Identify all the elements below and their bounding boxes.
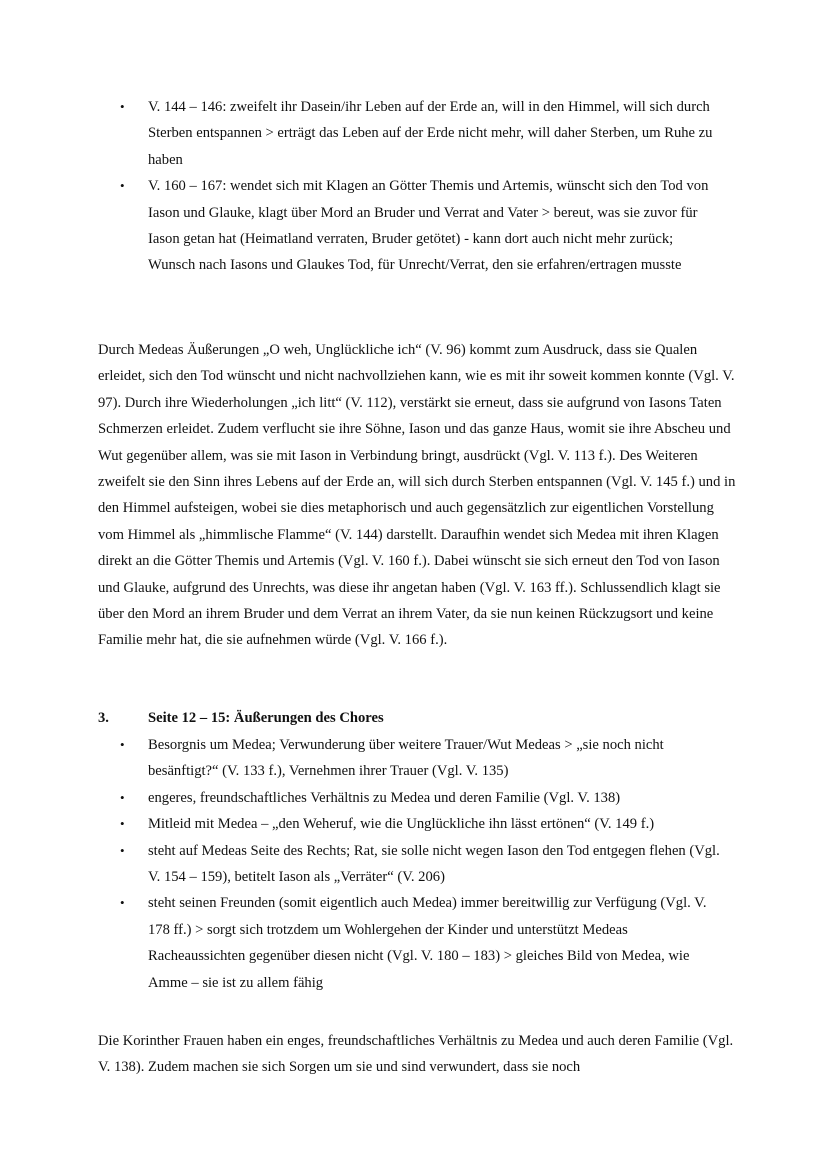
bullet-icon: • — [120, 789, 125, 805]
section-title: Seite 12 – 15: Äußerungen des Chores — [148, 710, 384, 726]
bullet-icon: • — [120, 895, 125, 911]
list-item-text: steht seinen Freunden (somit eigentlich auch Medea) immer bereitwillig zur Verfügung (Vgl. V. 178 ff.) > sorgt sich trotzdem um Wohlergehen der Kinder und unterstützt Medeas Racheaussichten gegenüber diesen nicht (Vgl. V. 180 – 183) > gleiches Bild von Medea, wie Amme – sie ist zu allem fähig — [148, 895, 707, 991]
list-item — [98, 785, 728, 811]
list-item-text: V. 144 – 146: zweifelt ihr Dasein/ihr Leben auf der Erde an, will in den Himmel, will sich durch Sterben entspannen > erträgt das Leben auf der Erde nicht mehr, will daher Sterben, um Ruhe zu haben — [148, 99, 713, 168]
list-item-text: Besorgnis um Medea; Verwunderung über weitere Trauer/Wut Medeas > „sie noch nicht besänftigt?“ (V. 133 f.), Vernehmen ihrer Trauer (Vgl. V. 135) — [148, 737, 664, 780]
list-item-text: Mitleid mit Medea – „den Weheruf, wie die Unglückliche ihn lässt ertönen“ (V. 149 f.) — [148, 816, 655, 833]
list-item-text: steht auf Medeas Seite des Rechts; Rat, sie solle nicht wegen Iason den Tod entgegen flehen (Vgl. V. 154 – 159), betitelt Iason als „Verräter“ (V. 206) — [148, 842, 720, 886]
list-item — [98, 732, 728, 785]
bullet-icon: • — [120, 99, 125, 114]
bullet-icon: • — [120, 816, 125, 832]
section-heading — [98, 705, 384, 731]
bullet-list-medea-verses — [98, 94, 720, 279]
analysis-paragraph-medea: Durch Medeas Äußerungen „O weh, Unglückliche ich“ (V. 96) kommt zum Ausdruck, dass sie Qualen erleidet, sich den Tod wünscht und nicht nachvollziehen kann, wie es mit ihr soweit kommen konnte (Vgl. V. 97). Durch ihre Wiederholungen „ich litt“ (V. 112), verstärkt sie erneut, dass sie aufgrund von Iasons Taten Schmerzen erleidet. Zudem verflucht sie ihre Söhne, Iason und das ganze Haus, womit sie ihre Abscheu und Wut gegenüber allem, was sie mit Iason in Verbindung bringt, ausdrückt (Vgl. V. 113 f.). Des Weiteren zweifelt sie den Sinn ihres Lebens auf der Erde an, will sich durch Sterben entspannen (Vgl. V. 145 f.) und in den Himmel aufsteigen, wobei sie dies metaphorisch und auch gegensätzlich zur eigentlichen Vorstellung vom Himmel als „himmlische Flamme“ (V. 144) darstellt. Daraufhin wendet sich Medea mit ihren Klagen direkt an die Götter Themis und Artemis (Vgl. V. 160 f.). Dabei wünscht sie sich erneut den Tod von Iason und Glauke, aufgrund des Unrechts, was diese ihr angetan haben (Vgl. V. 163 ff.). Schlussendlich klagt sie über den Mord an ihrem Bruder und dem Verrat an ihrem Vater, da sie nun keinen Rückzugsort und keine Familie mehr hat, die sie aufnehmen würde (Vgl. V. 166 f.). — [98, 342, 736, 649]
list-item — [98, 838, 728, 891]
bullet-icon: • — [120, 737, 125, 752]
list-item — [98, 173, 720, 279]
list-item-text: engeres, freundschaftliches Verhältnis zu Medea und deren Familie (Vgl. V. 138) — [148, 789, 621, 806]
list-item-text: V. 160 – 167: wendet sich mit Klagen an Götter Themis und Artemis, wünscht sich den Tod von Iason und Glauke, klagt über Mord an Bruder und Verrat and Vater > bereut, was sie zuvor für Iason getan hat (Heimatland verraten, Bruder getötet) - kann dort auch nicht mehr zurück; Wunsch nach Iasons und Glaukes Tod, für Unrecht/Verrat, den sie erfahren/ertragen musste — [148, 178, 709, 274]
list-item — [98, 94, 720, 173]
section-number: 3. — [98, 710, 109, 726]
bullet-list-chorus — [98, 732, 728, 996]
bullet-icon: • — [120, 842, 125, 858]
bullet-icon: • — [120, 178, 125, 194]
list-item — [98, 811, 728, 837]
list-item — [98, 890, 728, 996]
analysis-paragraph-chorus: Die Korinther Frauen haben ein enges, freundschaftliches Verhältnis zu Medea und auch deren Familie (Vgl. V. 138). Zudem machen sie sich Sorgen um sie und sind verwundert, dass sie noch — [98, 1033, 734, 1076]
